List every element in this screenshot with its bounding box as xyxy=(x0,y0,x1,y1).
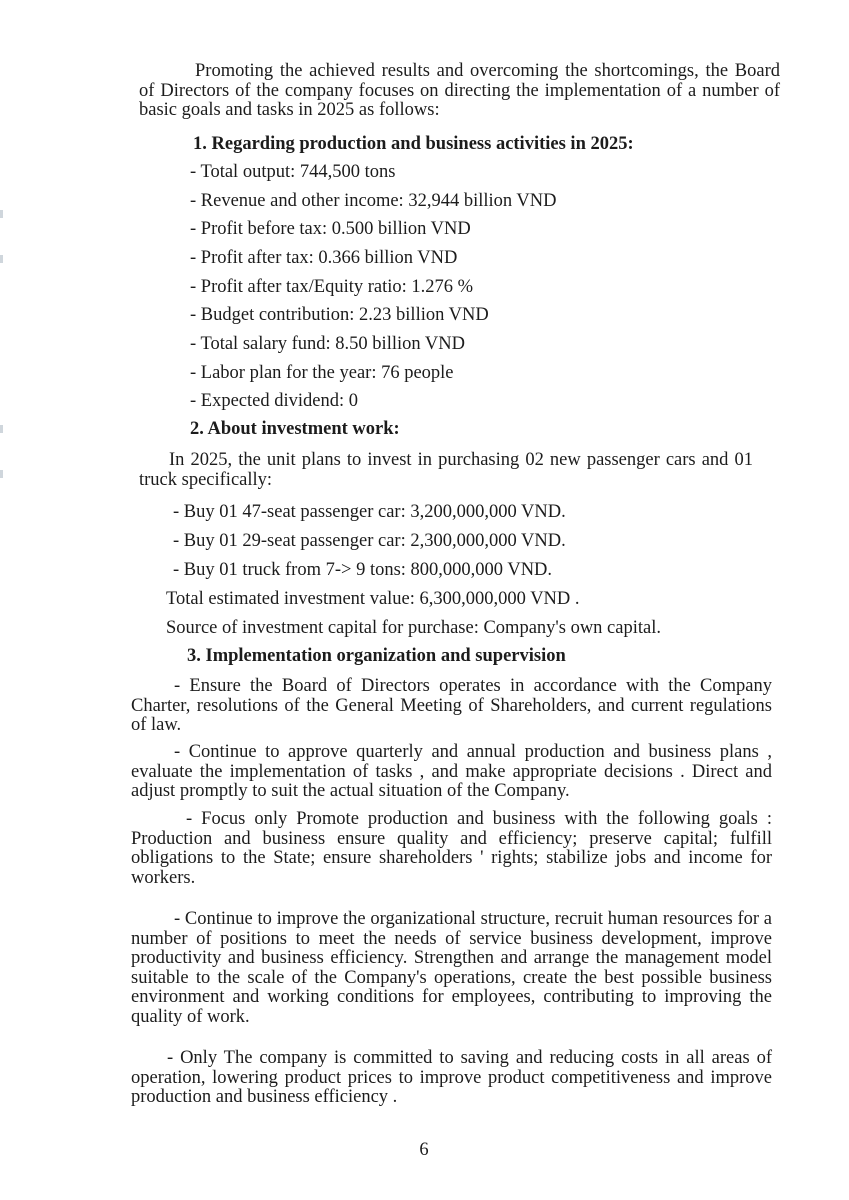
investment-total: Total estimated investment value: 6,300,000,000 VND . xyxy=(166,589,580,609)
supervision-paragraph-2: - Continue to approve quarterly and annual production and business plans , evaluate the implementation of tasks , and make appropriate decisions . Direct and adjust promptly to suit the actual situation of the Company. xyxy=(131,742,772,801)
goal-total-output: - Total output: 744,500 tons xyxy=(190,162,396,182)
section-2-heading: 2. About investment work: xyxy=(190,419,400,439)
goal-equity-ratio: - Profit after tax/Equity ratio: 1.276 % xyxy=(190,277,474,297)
supervision-paragraph-4: - Continue to improve the organizational structure, recruit human resources for a number of positions to meet the needs of service business development, improve productivity and business efficiency. Strengthen and arrange the management model suitable to the scale of the Company's operations, create the best possible business environment and working conditions for employees, contributing to improving the quality of work. xyxy=(131,909,772,1027)
margin-mark xyxy=(0,470,3,478)
goal-dividend: - Expected dividend: 0 xyxy=(190,391,358,411)
goal-revenue: - Revenue and other income: 32,944 billion VND xyxy=(190,191,557,211)
margin-mark xyxy=(0,210,3,218)
goal-salary-fund: - Total salary fund: 8.50 billion VND xyxy=(190,334,465,354)
goal-profit-before-tax: - Profit before tax: 0.500 billion VND xyxy=(190,219,471,239)
supervision-paragraph-5: - Only The company is committed to saving and reducing costs in all areas of operation, lowering product prices to improve product competitiveness and improve production and business efficiency . xyxy=(131,1048,772,1107)
goal-profit-after-tax: - Profit after tax: 0.366 billion VND xyxy=(190,248,458,268)
section-1-heading: 1. Regarding production and business activities in 2025: xyxy=(193,134,634,154)
margin-mark xyxy=(0,425,3,433)
section-3-heading: 3. Implementation organization and supervision xyxy=(187,646,566,666)
margin-mark xyxy=(0,255,3,263)
goal-budget-contribution: - Budget contribution: 2.23 billion VND xyxy=(190,305,489,325)
investment-item-29-seat: - Buy 01 29-seat passenger car: 2,300,000,000 VND. xyxy=(173,531,566,551)
investment-intro: In 2025, the unit plans to invest in purchasing 02 new passenger cars and 01 truck specifically: xyxy=(139,450,753,490)
page-number: 6 xyxy=(419,1140,429,1160)
investment-source: Source of investment capital for purchase: Company's own capital. xyxy=(166,618,661,638)
investment-item-47-seat: - Buy 01 47-seat passenger car: 3,200,000,000 VND. xyxy=(173,502,566,522)
supervision-paragraph-3: - Focus only Promote production and business with the following goals : Production and business ensure quality and efficiency; preserve capital; fulfill obligations to the State; ensure shareholders ' rights; stabilize jobs and income for workers. xyxy=(131,809,772,888)
supervision-paragraph-1: - Ensure the Board of Directors operates in accordance with the Company Charter, resolutions of the General Meeting of Shareholders, and current regulations of law. xyxy=(131,676,772,735)
intro-paragraph: Promoting the achieved results and overcoming the shortcomings, the Board of Directors of the company focuses on directing the implementation of a number of basic goals and tasks in 2025 as follows: xyxy=(139,61,780,120)
investment-item-truck: - Buy 01 truck from 7-> 9 tons: 800,000,000 VND. xyxy=(173,560,553,580)
goal-labor-plan: - Labor plan for the year: 76 people xyxy=(190,363,454,383)
